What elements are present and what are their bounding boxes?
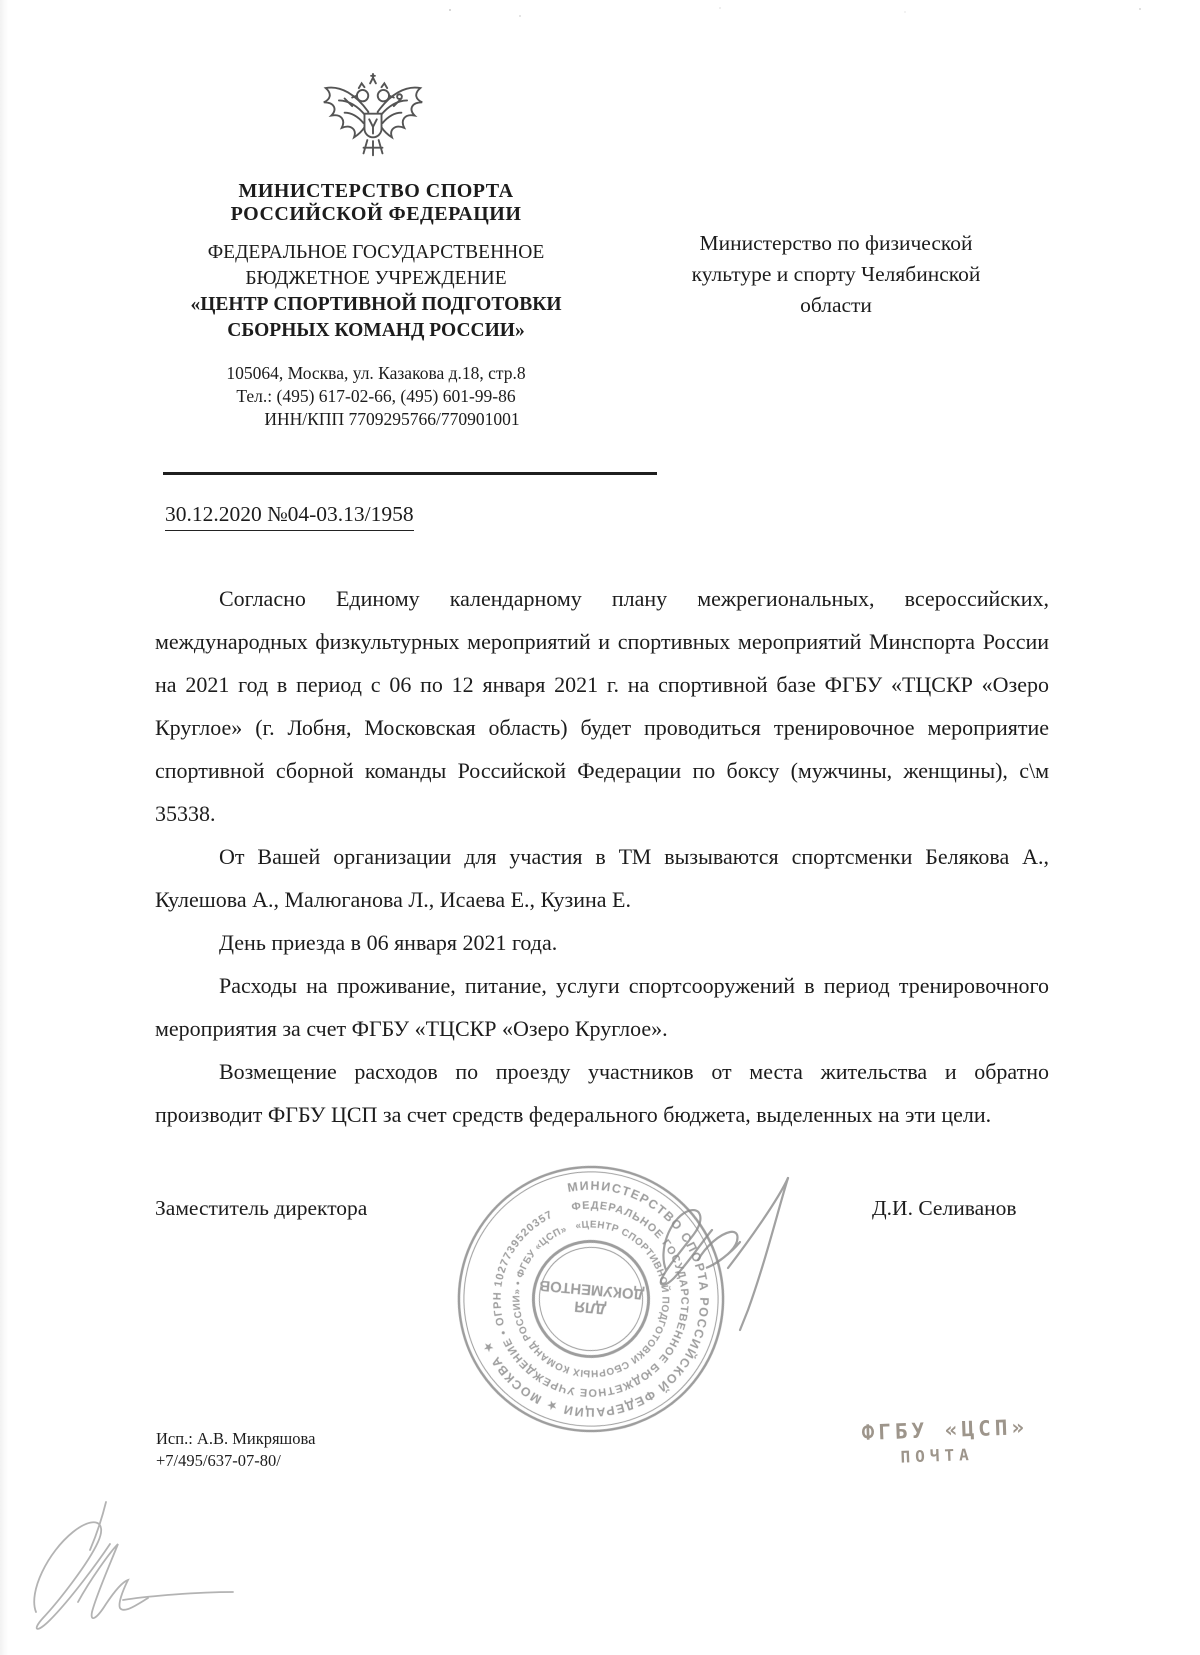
- stamp-ring-outer-text: МИНИСТЕРСТВО СПОРТА РОССИЙСКОЙ ФЕДЕРАЦИИ ★ МОСКВА ★: [479, 1178, 712, 1420]
- director-signature-handwriting: [628, 1150, 818, 1350]
- org-phone: Тел.: (495) 617-02-66, (495) 601-99-86: [236, 386, 516, 406]
- organization-name: [146, 240, 606, 344]
- coat-of-arms-eagle-icon: [316, 72, 430, 178]
- stamp-center-line2: ДОКУМЕНТОВ: [538, 1276, 645, 1302]
- ministry-line1: МИНИСТЕРСТВО СПОРТА: [238, 180, 514, 202]
- scan-noise-speckles: [0, 0, 1200, 26]
- org-line1: ФЕДЕРАЛЬНОЕ ГОСУДАРСТВЕННОЕ: [207, 242, 545, 263]
- paragraph-3: День приезда в 06 января 2021 года.: [219, 930, 558, 955]
- ministry-name: [150, 180, 602, 226]
- org-contacts: [150, 362, 602, 431]
- mail-stamp-org: ФГБУ «ЦСП»: [861, 1415, 1029, 1445]
- scan-edge-shadow: [0, 0, 8, 1655]
- org-line3: «ЦЕНТР СПОРТИВНОЙ ПОДГОТОВКИ: [190, 294, 562, 315]
- addressee-line3: области: [800, 293, 872, 317]
- stamp-ring-middle-text: ФЕДЕРАЛЬНОЕ ГОСУДАРСТВЕННОЕ БЮДЖЕТНОЕ УЧРЕЖДЕНИЕ • ОГРН 1027739520357: [491, 1199, 691, 1399]
- stamp-center-line1: ДЛЯ: [573, 1297, 607, 1317]
- reference-date-number: 30.12.2020 №04-03.13/1958: [165, 502, 414, 531]
- paragraph-1: Согласно Единому календарному плану межрегиональных, всероссийских, международных физкультурных мероприятий и спортивных мероприятий Минспорта России на 2021 год в период с 06 по 12 января 2021 г. на спортивной базе ФГБУ «ТЦСКР «Озеро Круглое» (г. Лобня, Московская область) будет проводиться тренировочное мероприятие спортивной сборной команды Российской Федерации по боксу (мужчины, женщины), с\м 35338.: [155, 586, 1049, 826]
- letter-body: [155, 577, 1049, 1136]
- paragraph-4: Расходы на проживание, питание, услуги спортсооружений в период тренировочного мероприятия за счет ФГБУ «ТЦСКР «Озеро Круглое».: [155, 973, 1049, 1041]
- mail-stamp: [861, 1415, 1029, 1468]
- executor-block: [156, 1428, 315, 1472]
- executor-phone: +7/495/637-07-80/: [156, 1451, 281, 1470]
- org-line4: СБОРНЫХ КОМАНД РОССИИ»: [227, 320, 525, 341]
- mail-stamp-word: ПОЧТА: [900, 1445, 974, 1467]
- header-divider-line: [163, 472, 657, 475]
- paragraph-2: От Вашей организации для участия в ТМ вызываются спортсменки Белякова А., Кулешова А., Малюганова Л., Исаева Е., Кузина Е.: [155, 844, 1049, 912]
- org-address: 105064, Москва, ул. Казакова д.18, стр.8: [226, 363, 526, 383]
- addressee-block: [638, 228, 1034, 321]
- stamp-ring-inner-text: «ЦЕНТР СПОРТИВНОЙ ПОДГОТОВКИ СБОРНЫХ КОМАНД РОССИИ» • ФГБУ «ЦСП»: [511, 1219, 671, 1379]
- org-line2: БЮДЖЕТНОЕ УЧРЕЖДЕНИЕ: [245, 268, 507, 289]
- ministry-line2: РОССИЙСКОЙ ФЕДЕРАЦИИ: [230, 203, 522, 225]
- executor-name: Исп.: А.В. Микряшова: [156, 1429, 316, 1448]
- paragraph-5: Возмещение расходов по проезду участников от места жительства и обратно производит ФГБУ ЦСП за счет средств федерального бюджета, выделенных на эти цели.: [155, 1059, 1049, 1127]
- org-inn-kpp: ИНН/КПП 7709295766/770901001: [264, 409, 520, 429]
- corner-signature-handwriting: [18, 1492, 268, 1652]
- signer-name: Д.И. Селиванов: [872, 1196, 1017, 1220]
- addressee-line1: Министерство по физической: [699, 231, 973, 255]
- addressee-line2: культуре и спорту Челябинской: [691, 262, 981, 286]
- signer-position-title: Заместитель директора: [155, 1196, 368, 1220]
